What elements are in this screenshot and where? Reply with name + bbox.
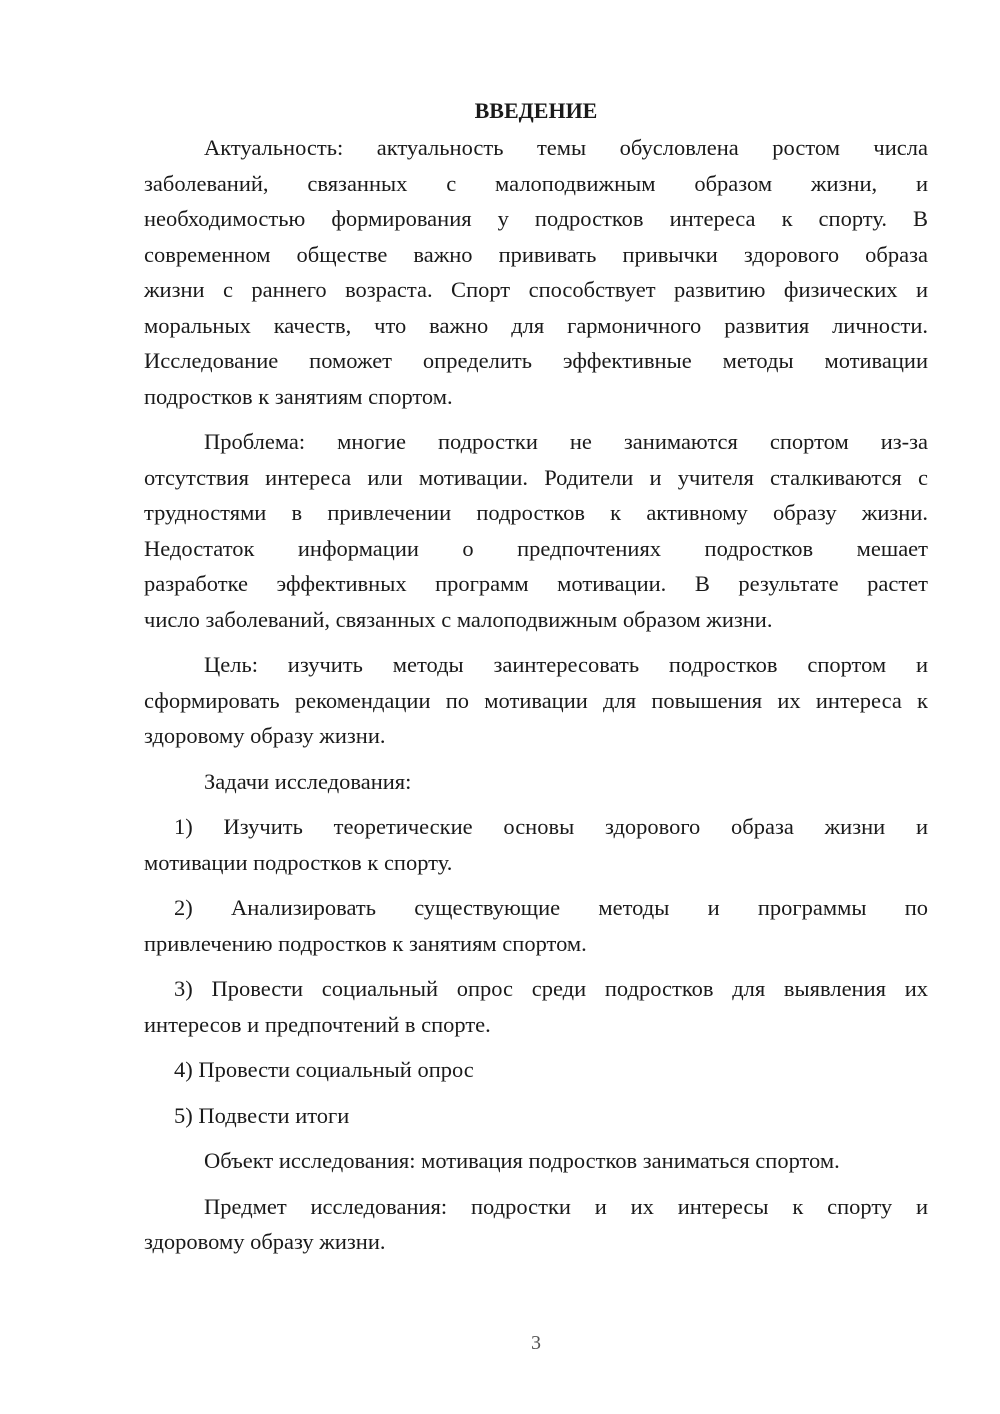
problem-line: Проблема: многие подростки не занимаются спортом из-за xyxy=(204,429,928,454)
task-item-3 xyxy=(144,971,928,1042)
relevance-line: заболеваний, связанных с малоподвижным образом жизни, и xyxy=(144,170,928,196)
relevance-line: моральных качеств, что важно для гармоничного развития личности. xyxy=(144,312,928,338)
task-item-5 xyxy=(144,1098,928,1134)
relevance-line: необходимостью формирования у подростков интереса к спорту. В xyxy=(144,206,928,231)
goal-line: сформировать рекомендации по мотивации для повышения их интереса к xyxy=(144,687,928,713)
relevance-line: Исследование поможет определить эффективные методы мотивации xyxy=(144,348,928,373)
goal-line: здоровому образу жизни. xyxy=(144,723,386,748)
problem-line: число заболеваний, связанных с малоподвижным образом жизни. xyxy=(144,606,773,632)
problem-line: Недостаток информации о предпочтениях подростков мешает xyxy=(144,535,928,561)
relevance-paragraph xyxy=(144,130,928,414)
task-line: 1) Изучить теоретические основы здорового образа жизни и xyxy=(174,814,928,839)
page-title: ВВЕДЕНИЕ xyxy=(474,98,598,123)
problem-line: отсутствия интереса или мотивации. Родители и учителя сталкиваются с xyxy=(144,464,928,490)
page-content xyxy=(144,96,928,1270)
problem-line: трудностями в привлечении подростков к активному образу жизни. xyxy=(144,500,928,525)
goal-line: Цель: изучить методы заинтересовать подростков спортом и xyxy=(204,652,928,677)
tasks-title: Задачи исследования: xyxy=(204,768,412,794)
task-item-1 xyxy=(144,809,928,880)
relevance-line: подростков к занятиям спортом. xyxy=(144,383,453,409)
problem-paragraph xyxy=(144,424,928,637)
task-item-2 xyxy=(144,890,928,961)
relevance-line: современном обществе важно прививать привычки здорового образа xyxy=(144,241,928,267)
task-line: 3) Провести социальный опрос среди подростков для выявления их xyxy=(174,976,928,1001)
task-line: 2) Анализировать существующие методы и программы по xyxy=(174,895,928,920)
subject-paragraph xyxy=(144,1189,928,1260)
relevance-line: Актуальность: актуальность темы обусловлена ростом числа xyxy=(204,135,928,160)
task-line: мотивации подростков к спорту. xyxy=(144,849,453,875)
goal-paragraph xyxy=(144,647,928,754)
task-line: 4) Провести социальный опрос xyxy=(174,1057,474,1082)
task-line: привлечению подростков к занятиям спортом. xyxy=(144,930,587,956)
task-item-4 xyxy=(144,1052,928,1088)
relevance-line: жизни с раннего возраста. Спорт способствует развитию физических и xyxy=(144,277,928,302)
object-paragraph: Объект исследования: мотивация подростков заниматься спортом. xyxy=(204,1148,840,1173)
task-line: интересов и предпочтений в спорте. xyxy=(144,1011,491,1037)
subject-line: здоровому образу жизни. xyxy=(144,1229,386,1254)
problem-line: разработке эффективных программ мотивации. В результате растет xyxy=(144,571,928,596)
subject-line: Предмет исследования: подростки и их интересы к спорту и xyxy=(204,1193,928,1219)
page-number: 3 xyxy=(531,1332,541,1354)
task-line: 5) Подвести итоги xyxy=(174,1102,350,1128)
